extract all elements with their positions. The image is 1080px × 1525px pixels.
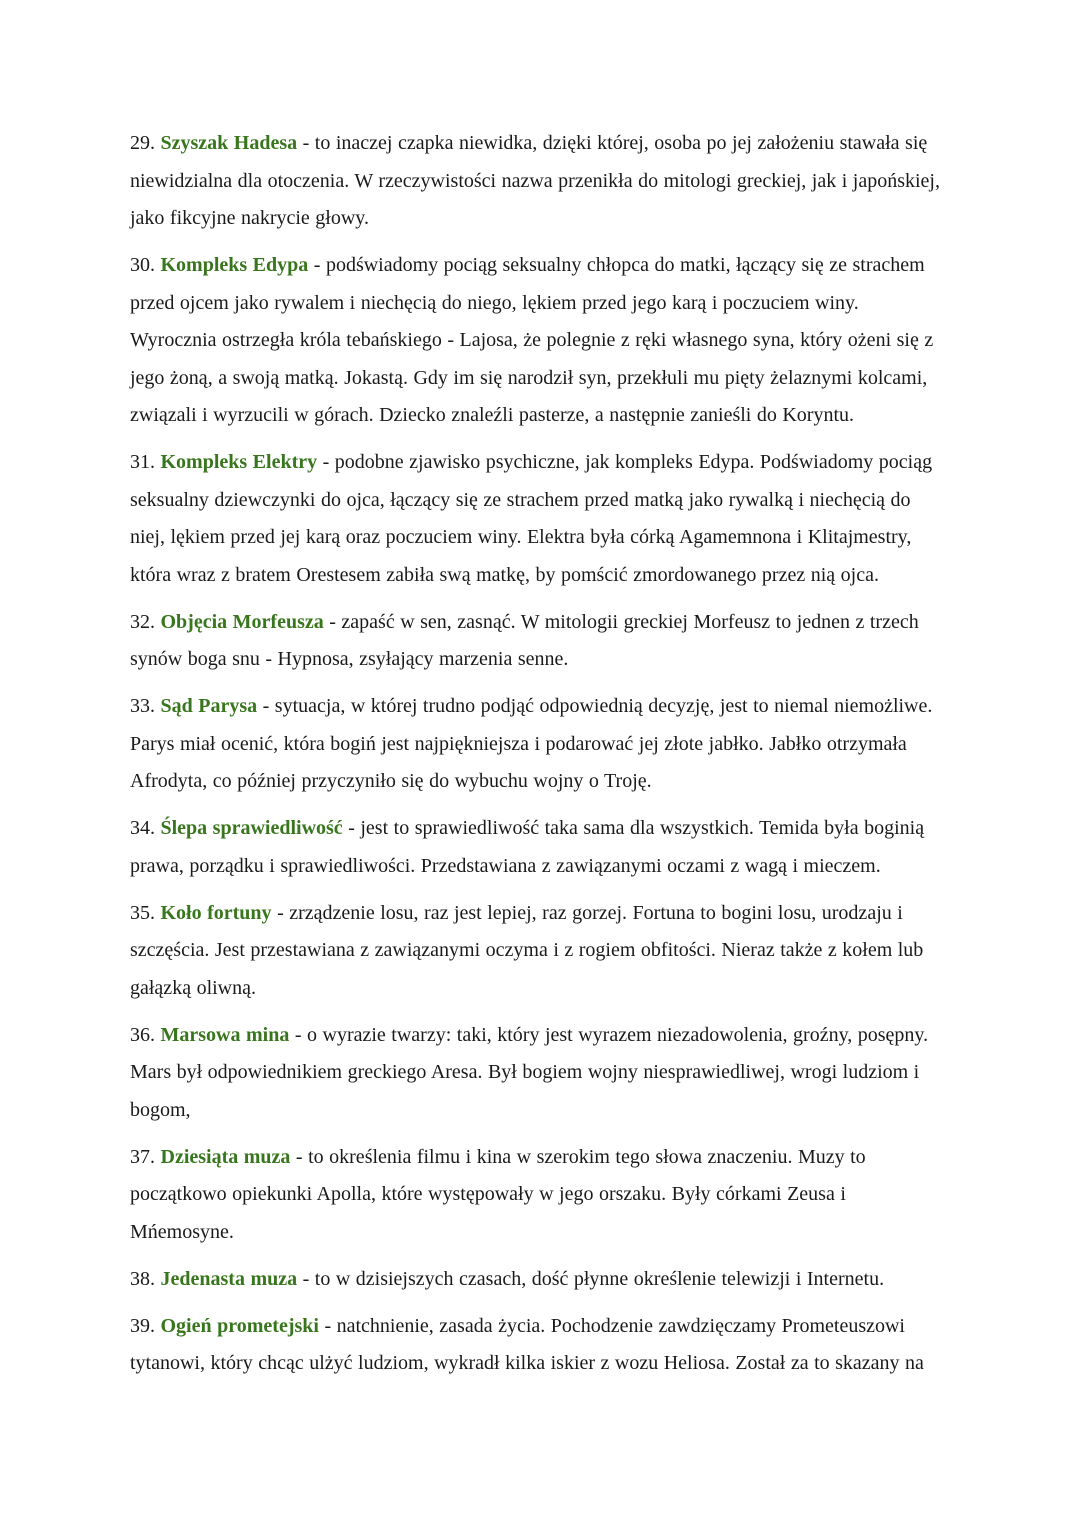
entry-separator: -: [257, 695, 275, 717]
glossary-entry: [130, 1139, 950, 1252]
glossary-entry: [130, 810, 950, 885]
entry-number: 32.: [130, 610, 155, 633]
entry-definition: podświadomy pociąg seksualny chłopca do matki, łączący się ze strachem przed ojcem jako rywalem i niechęcią do niego, lękiem przed jego karą i poczuciem winy. Wyrocznia ostrzegła króla tebańskiego - Lajosa, że polegnie z ręki własnego syna, który ożeni się z jego żoną, a swoją matką. Jokastą. Gdy im się narodził syn, przekłuli mu pięty żelaznymi kolcami, związali i wyrzucili w górach. Dziecko znaleźli pasterze, a następnie zanieśli do Koryntu.: [130, 254, 934, 426]
entry-separator: -: [318, 1314, 337, 1337]
glossary-entry: [130, 1308, 950, 1383]
entry-definition: to określenia filmu i kina w szerokim tego słowa znaczeniu. Muzy to początkowo opiekunki Apolla, które występowały w jego orszaku. Były córkami Zeusa i Mńemosyne.: [130, 1145, 866, 1243]
entry-number: 30.: [130, 254, 155, 276]
entry-separator: -: [342, 817, 361, 839]
entry-definition: to w dzisiejszych czasach, dość płynne określenie telewizji i Internetu.: [314, 1267, 885, 1290]
entry-separator: -: [317, 451, 335, 473]
entry-term: Jedenasta muza: [160, 1267, 298, 1290]
entry-term: Ślepa sprawiedliwość: [160, 817, 343, 839]
entry-separator: -: [289, 1023, 307, 1046]
entry-term: Kompleks Elektry: [160, 451, 318, 473]
entry-definition: jest to sprawiedliwość taka sama dla wszystkich. Temida była boginią prawa, porządku i sprawiedliwości. Przedstawiana z zawiązanymi oczami z wagą i mieczem.: [130, 817, 925, 877]
entry-separator: -: [297, 132, 315, 154]
entry-term: Szyszak Hadesa: [160, 132, 298, 154]
entry-separator: -: [271, 901, 290, 924]
entry-term: Ogień prometejski: [160, 1314, 319, 1337]
glossary-entry: [130, 1017, 950, 1130]
entry-term: Kompleks Edypa: [160, 254, 309, 276]
entry-separator: -: [290, 1145, 309, 1168]
entry-number: 35.: [130, 901, 155, 924]
entry-definition: to inaczej czapka niewidka, dzięki której, osoba po jej założeniu stawała się niewidzialna dla otoczenia. W rzeczywistości nazwa przenikła do mitologi greckiej, jak i japońskiej, jako fikcyjne nakrycie głowy.: [130, 132, 940, 229]
entry-number: 38.: [130, 1267, 155, 1290]
entry-number: 34.: [130, 817, 155, 839]
entry-term: Sąd Parysa: [160, 695, 258, 717]
entry-separator: -: [297, 1267, 315, 1290]
entry-term: Koło fortuny: [160, 901, 272, 924]
entry-number: 31.: [130, 451, 155, 473]
entry-separator: -: [308, 254, 326, 276]
glossary-entry: [130, 125, 950, 238]
entry-term: Marsowa mina: [160, 1023, 290, 1046]
entry-definition: o wyrazie twarzy: taki, który jest wyrazem niezadowolenia, groźny, posępny. Mars był odpowiednikiem greckiego Aresa. Był bogiem wojny niesprawiedliwej, wrogi ludziom i bogom,: [130, 1023, 929, 1121]
entry-definition: natchnienie, zasada życia. Pochodzenie zawdzięczamy Prometeuszowi tytanowi, który chcąc ulżyć ludziom, wykradł kilka iskier z wozu Heliosa. Został za to skazany na: [130, 1314, 924, 1374]
entry-term: Objęcia Morfeusza: [160, 610, 324, 633]
entry-definition: sytuacja, w której trudno podjąć odpowiednią decyzję, jest to niemal niemożliwe. Parys miał ocenić, która bogiń jest najpiękniejsza i podarować jej złote jabłko. Jabłko otrzymała Afrodyta, co później przyczyniło się do wybuchu wojny o Troję.: [130, 695, 933, 792]
glossary-entry: [130, 1261, 950, 1299]
entry-number: 39.: [130, 1314, 155, 1337]
glossary-entry: [130, 895, 950, 1008]
glossary-entry: [130, 604, 950, 679]
entry-definition: zrządzenie losu, raz jest lepiej, raz gorzej. Fortuna to bogini losu, urodzaju i szczęścia. Jest przestawiana z zawiązanymi oczyma i z rogiem obfitości. Nieraz także z kołem lub gałązką oliwną.: [130, 901, 924, 999]
entry-separator: -: [323, 610, 342, 633]
entry-number: 37.: [130, 1145, 155, 1168]
entry-definition: zapaść w sen, zasnąć. W mitologii greckiej Morfeusz to jednen z trzech synów boga snu - Hypnosa, zsyłający marzenia senne.: [130, 610, 919, 670]
entry-number: 36.: [130, 1023, 155, 1046]
entry-term: Dziesiąta muza: [160, 1145, 291, 1168]
glossary-entry: [130, 444, 950, 594]
entry-number: 29.: [130, 132, 155, 154]
glossary-entry: [130, 247, 950, 435]
entry-definition: podobne zjawisko psychiczne, jak kompleks Edypa. Podświadomy pociąg seksualny dziewczynki do ojca, łączący się ze strachem przed matką jako rywalką i niechęcią do niej, lękiem przed jej karą oraz poczuciem winy. Elektra była córką Agamemnona i Klitajmestry, która wraz z bratem Orestesem zabiła swą matkę, by pomścić zmordowanego przez nią ojca.: [130, 451, 933, 586]
entry-number: 33.: [130, 695, 155, 717]
glossary-entry: [130, 688, 950, 801]
glossary-entries: [130, 125, 950, 1383]
